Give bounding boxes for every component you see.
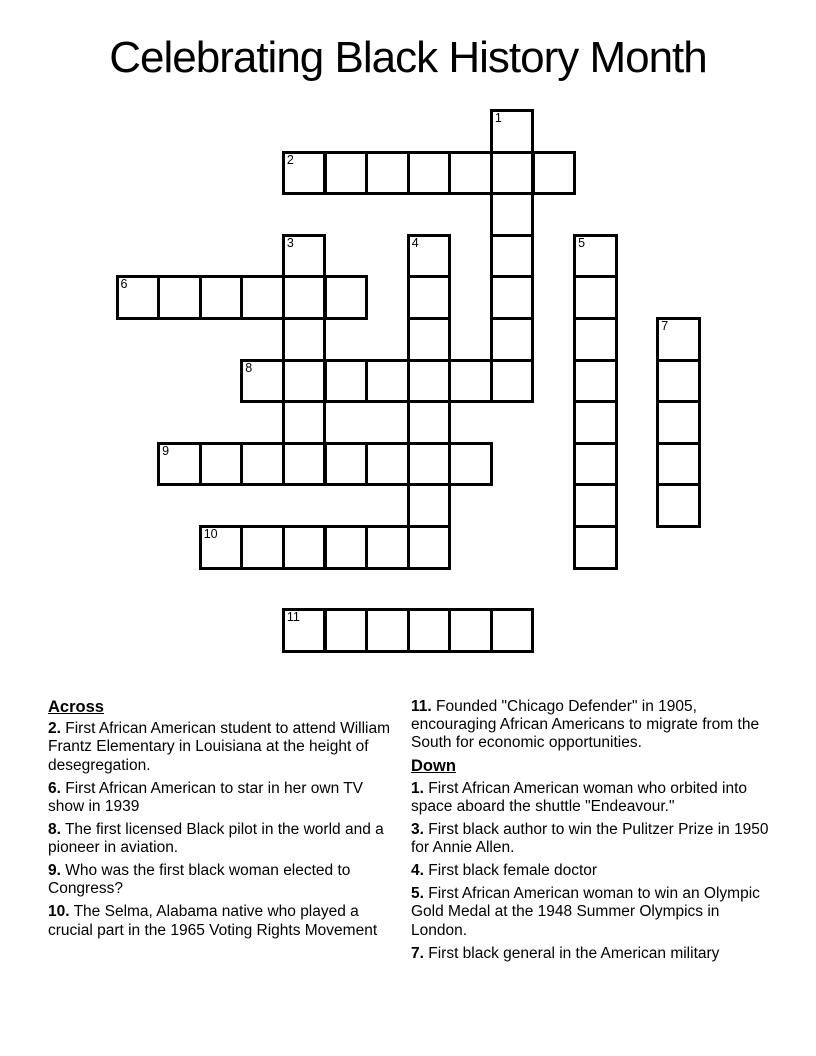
- clue-item: [48, 821, 400, 857]
- grid-cell[interactable]: [324, 442, 369, 487]
- grid-cell[interactable]: [199, 442, 244, 487]
- grid-cell[interactable]: [407, 317, 452, 362]
- clue-number: 10.: [48, 903, 70, 921]
- cell-number: 2: [286, 152, 294, 167]
- cell-number: 7: [661, 319, 669, 333]
- clue-number: 1.: [411, 779, 424, 797]
- grid-cell[interactable]: [573, 317, 618, 362]
- grid-cell[interactable]: [324, 525, 369, 570]
- grid-cell[interactable]: [573, 400, 618, 445]
- grid-cell[interactable]: [157, 275, 202, 320]
- grid-cell[interactable]: [656, 317, 701, 362]
- grid-cell[interactable]: [656, 400, 701, 445]
- clue-number: 6.: [48, 779, 61, 797]
- cell-number: 4: [411, 235, 419, 250]
- grid-cell[interactable]: [282, 442, 327, 487]
- clue-item: [48, 720, 400, 774]
- grid-cell[interactable]: [407, 483, 452, 528]
- cell-number: 10: [203, 527, 218, 541]
- grid-cell[interactable]: [573, 525, 618, 570]
- grid-cell[interactable]: [282, 400, 327, 445]
- cell-number: 9: [162, 443, 170, 458]
- clues-heading-across: Across: [48, 698, 104, 716]
- clues-column-left: [48, 698, 400, 945]
- clue-text: Who was the first black woman elected to Congress?: [48, 862, 351, 898]
- grid-cell[interactable]: [573, 442, 618, 487]
- grid-cell[interactable]: [490, 234, 535, 279]
- cell-number: 8: [245, 360, 253, 375]
- clue-number: 2.: [48, 720, 61, 738]
- cell-number: 5: [578, 235, 586, 250]
- clue-text: The Selma, Alabama native who played a crucial part in the 1965 Voting Rights Movement: [48, 903, 378, 939]
- grid-cell[interactable]: [448, 359, 493, 404]
- grid-cell[interactable]: [240, 359, 285, 404]
- clue-item: [411, 698, 779, 752]
- clue-item: [411, 945, 779, 963]
- grid-cell[interactable]: [532, 151, 577, 196]
- grid-cell[interactable]: [365, 608, 410, 653]
- grid-cell[interactable]: [573, 483, 618, 528]
- grid-cell[interactable]: [365, 151, 410, 196]
- clue-number: 5.: [411, 885, 424, 903]
- grid-cell[interactable]: [656, 359, 701, 404]
- clue-number: 3.: [411, 820, 424, 838]
- grid-cell[interactable]: [490, 317, 535, 362]
- grid-cell[interactable]: [407, 151, 452, 196]
- grid-cell[interactable]: [365, 525, 410, 570]
- grid-cell[interactable]: [490, 275, 535, 320]
- grid-cell[interactable]: [282, 608, 327, 653]
- grid-cell[interactable]: [656, 442, 701, 487]
- clue-text: First African American student to attend William Frantz Elementary in Louisiana at the height of desegregation.: [48, 720, 391, 774]
- grid-cell[interactable]: [282, 151, 327, 196]
- clue-text: First African American woman to win an Olympic Gold Medal at the 1948 Summer Olympics in London.: [411, 885, 760, 939]
- clue-text: First African American woman who orbited into space aboard the shuttle "Endeavour.": [411, 779, 747, 815]
- grid-cell[interactable]: [240, 442, 285, 487]
- grid-cell[interactable]: [240, 275, 285, 320]
- grid-cell[interactable]: [573, 275, 618, 320]
- grid-cell[interactable]: [407, 275, 452, 320]
- grid-cell[interactable]: [448, 608, 493, 653]
- clue-number: 11.: [411, 698, 432, 715]
- clue-number: 8.: [48, 820, 61, 838]
- grid-cell[interactable]: [407, 359, 452, 404]
- grid-cell[interactable]: [407, 525, 452, 570]
- cell-number: 1: [494, 111, 502, 125]
- grid-cell[interactable]: [490, 192, 535, 237]
- grid-cell[interactable]: [324, 359, 369, 404]
- cell-number: 6: [120, 277, 128, 292]
- grid-cell[interactable]: [365, 442, 410, 487]
- grid-cell[interactable]: [407, 400, 452, 445]
- grid-cell[interactable]: [448, 151, 493, 196]
- grid-cell[interactable]: [573, 234, 618, 279]
- grid-cell[interactable]: [448, 442, 493, 487]
- clue-number: 7.: [411, 944, 424, 962]
- grid-cell[interactable]: [157, 442, 202, 487]
- clue-text: The first licensed Black pilot in the world and a pioneer in aviation.: [48, 820, 384, 857]
- grid-cell[interactable]: [365, 359, 410, 404]
- clue-item: [48, 862, 400, 898]
- cell-number: 3: [286, 235, 294, 250]
- clue-text: First black female doctor: [428, 862, 598, 880]
- grid-cell[interactable]: [282, 359, 327, 404]
- cell-number: 11: [286, 610, 300, 625]
- grid-cell[interactable]: [407, 234, 452, 279]
- grid-cell[interactable]: [490, 359, 535, 404]
- clues-column-right: [411, 698, 779, 968]
- clue-text: Founded "Chicago Defender" in 1905, encouraging African Americans to migrate from the South for economic opportunities.: [411, 698, 760, 752]
- clues-heading-down: Down: [411, 757, 456, 776]
- clue-text: First black author to win the Pulitzer Prize in 1950 for Annie Allen.: [411, 820, 769, 857]
- clue-item: [411, 862, 779, 880]
- clue-item: [411, 821, 779, 857]
- grid-cell[interactable]: [324, 275, 369, 320]
- grid-cell[interactable]: [490, 109, 535, 154]
- page-title: Celebrating Black History Month: [109, 33, 707, 82]
- grid-cell[interactable]: [324, 151, 369, 196]
- grid-cell[interactable]: [282, 317, 327, 362]
- clue-item: [411, 885, 779, 939]
- clue-number: 9.: [48, 862, 61, 880]
- grid-cell[interactable]: [240, 525, 285, 570]
- clue-text: First African American to star in her own TV show in 1939: [48, 779, 364, 815]
- grid-cell[interactable]: [324, 608, 369, 653]
- grid-cell[interactable]: [573, 359, 618, 404]
- grid-cell[interactable]: [407, 608, 452, 653]
- grid-cell[interactable]: [490, 608, 535, 653]
- grid-cell[interactable]: [407, 442, 452, 487]
- grid-cell[interactable]: [656, 483, 701, 528]
- clue-item: [48, 903, 400, 939]
- grid-cell[interactable]: [282, 275, 327, 320]
- clue-text: First black general in the American military: [428, 944, 720, 962]
- clue-number: 4.: [411, 862, 424, 880]
- grid-cell[interactable]: [199, 275, 244, 320]
- clue-item: [48, 780, 400, 816]
- grid-cell[interactable]: [282, 525, 327, 570]
- clue-item: [411, 780, 779, 816]
- grid-cell[interactable]: [116, 275, 161, 320]
- grid-cell[interactable]: [199, 525, 244, 570]
- grid-cell[interactable]: [282, 234, 327, 279]
- grid-cell[interactable]: [490, 151, 535, 196]
